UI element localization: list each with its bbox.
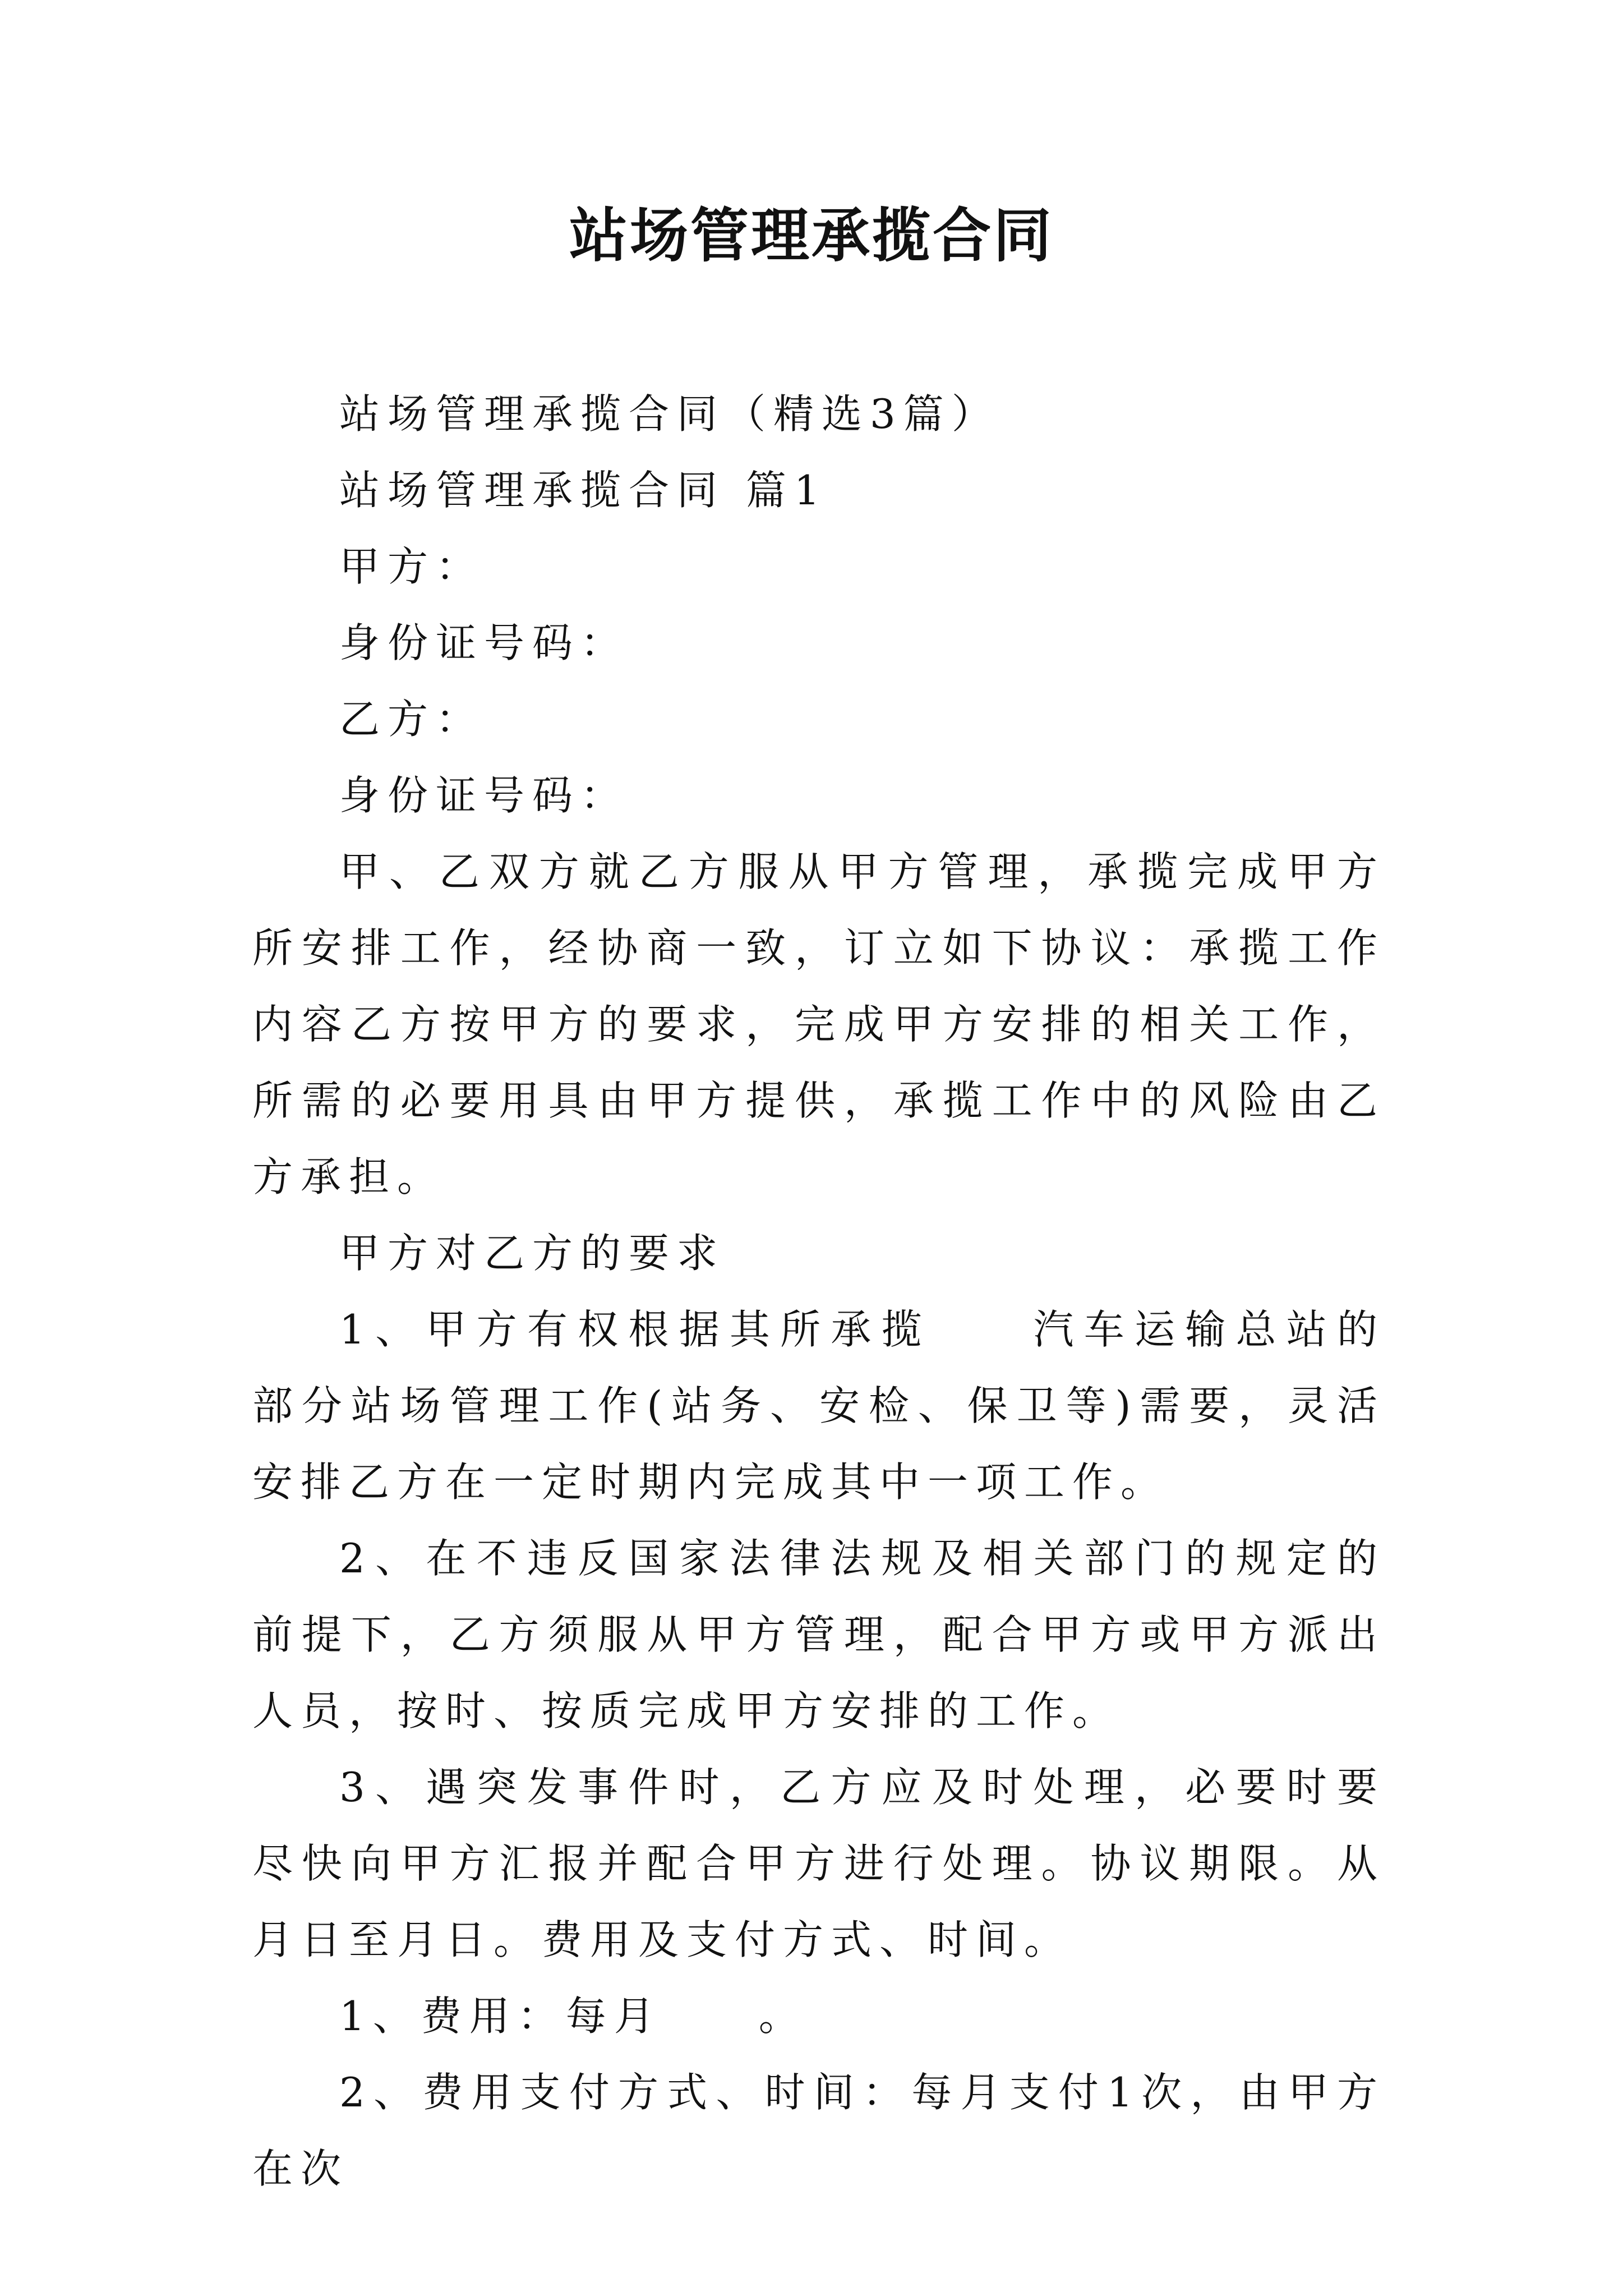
paragraph-requirements-heading: 甲方对乙方的要求 xyxy=(339,1230,726,1277)
paragraph-party-b: 乙方： xyxy=(339,696,485,743)
paragraph-party-b-id: 身份证号码： xyxy=(339,772,629,819)
paragraph-fee: 1、费用：每月 。 xyxy=(339,1993,807,2040)
paragraph-part-heading: 站场管理承揽合同 篇1 xyxy=(339,467,828,514)
paragraph-payment: 2、费用支付方式、时间：每月支付1次，由甲方在次 xyxy=(252,2069,1385,2192)
paragraph-agreement-intro: 甲、乙双方就乙方服从甲方管理，承揽完成甲方所安排工作，经协商一致，订立如下协议：承揽工作内容乙方按甲方的要求，完成甲方安排的相关工作，所需的必要用具由甲方提供，承揽工作中的风险由乙方承担。 xyxy=(252,848,1385,1200)
paragraph-collection-heading: 站场管理承揽合同（精选3篇） xyxy=(339,390,1000,438)
paragraph-clause-2: 2、在不违反国家法律法规及相关部门的规定的前提下，乙方须服从甲方管理，配合甲方或甲方派出人员，按时、按质完成甲方安排的工作。 xyxy=(252,1535,1385,1734)
paragraph-clause-1: 1、甲方有权根据其所承揽 汽车运输总站的部分站场管理工作(站务、安检、保卫等)需要，灵活安排乙方在一定时期内完成其中一项工作。 xyxy=(252,1306,1385,1506)
paragraph-clause-3: 3、遇突发事件时，乙方应及时处理，必要时要尽快向甲方汇报并配合甲方进行处理。协议期限。从月日至月日。费用及支付方式、时间。 xyxy=(252,1764,1385,1963)
paragraph-party-a-id: 身份证号码： xyxy=(339,619,629,666)
paragraph-party-a: 甲方： xyxy=(339,543,485,590)
document-title: 站场管理承揽合同 xyxy=(569,201,1054,270)
document-body xyxy=(252,376,1385,2207)
